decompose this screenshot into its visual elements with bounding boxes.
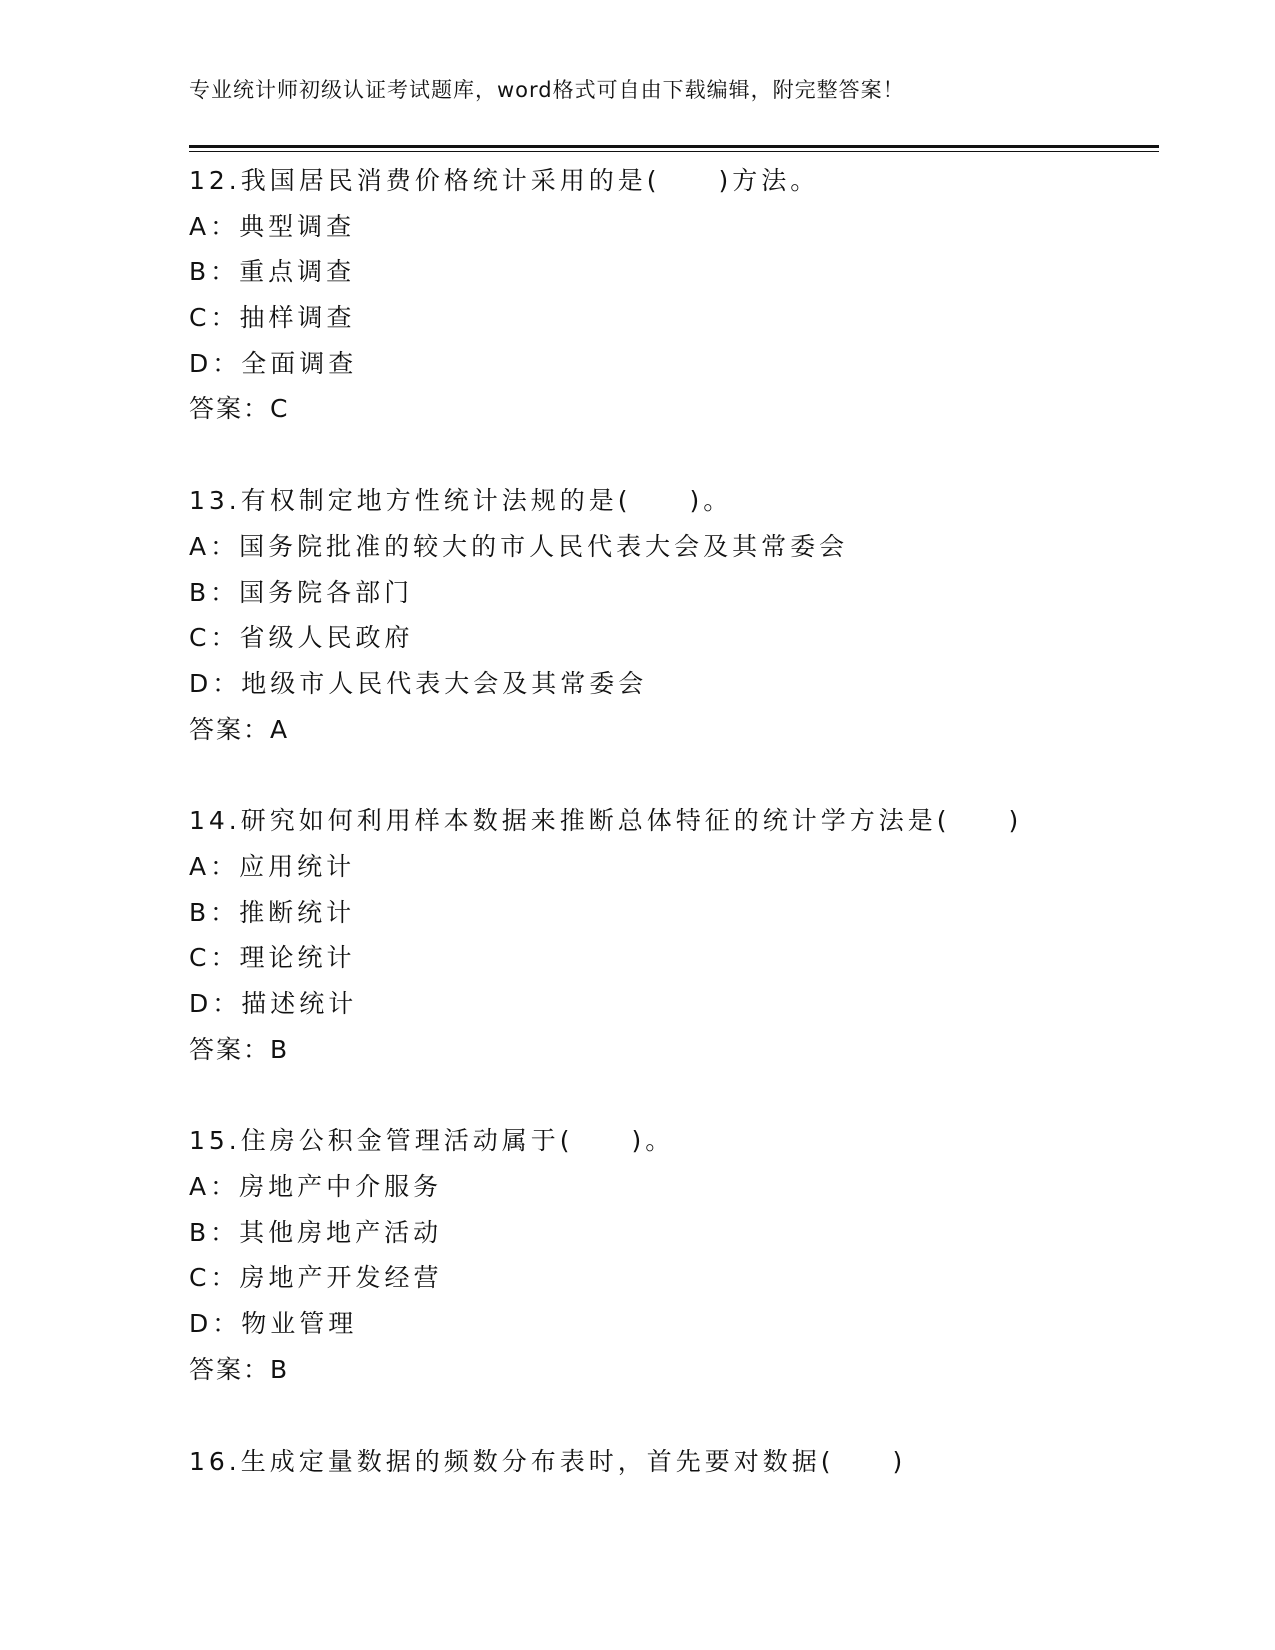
- header-rule-thin: [189, 151, 1159, 152]
- option-label: A：: [189, 531, 240, 561]
- option-text: 地级市人民代表大会及其常委会: [241, 668, 648, 698]
- option-c: [189, 935, 1149, 981]
- option-label: B：: [189, 1217, 240, 1247]
- option-b: [189, 570, 1149, 616]
- option-c: [189, 615, 1149, 661]
- option-label: B：: [189, 897, 240, 927]
- option-c: [189, 295, 1149, 341]
- answer: 答案：A: [189, 714, 290, 744]
- answer: 答案：C: [189, 394, 290, 424]
- question-15: [189, 1118, 1149, 1392]
- option-text: 房地产开发经营: [239, 1263, 443, 1293]
- option-text: 国务院各部门: [239, 577, 414, 607]
- option-d: [189, 341, 1149, 387]
- option-b: [189, 890, 1149, 936]
- question-stem: 12.我国居民消费价格统计采用的是( )方法。: [189, 166, 820, 195]
- question-12: [189, 158, 1149, 432]
- option-text: 全面调查: [241, 348, 358, 378]
- question-stem: 15.住房公积金管理活动属于( )。: [189, 1126, 675, 1156]
- question-stem: 13.有权制定地方性统计法规的是( )。: [189, 486, 733, 516]
- option-d: [189, 981, 1149, 1027]
- option-c: [189, 1255, 1149, 1301]
- option-text: 抽样调查: [239, 303, 356, 333]
- option-a: [189, 524, 1149, 570]
- answer: 答案：B: [189, 1354, 290, 1384]
- option-text: 物业管理: [241, 1309, 358, 1339]
- question-13: [189, 478, 1149, 752]
- question-14: [189, 798, 1149, 1072]
- option-label: D：: [189, 348, 242, 378]
- option-label: C：: [189, 303, 240, 333]
- option-label: A：: [189, 1172, 240, 1202]
- question-stem: 16.生成定量数据的频数分布表时，首先要对数据( ): [189, 1446, 907, 1476]
- option-text: 应用统计: [239, 851, 356, 881]
- option-text: 理论统计: [239, 943, 356, 973]
- option-text: 重点调查: [239, 257, 356, 287]
- question-16: [189, 1439, 1149, 1485]
- option-a: [189, 844, 1149, 890]
- option-d: [189, 661, 1149, 707]
- option-a: [189, 1164, 1149, 1210]
- option-b: [189, 249, 1149, 295]
- option-text: 典型调查: [239, 211, 356, 241]
- option-a: [189, 204, 1149, 250]
- answer: 答案：B: [189, 1034, 290, 1064]
- option-b: [189, 1210, 1149, 1256]
- option-text: 国务院批准的较大的市人民代表大会及其常委会: [239, 531, 849, 561]
- option-label: C：: [189, 623, 240, 653]
- question-stem: 14.研究如何利用样本数据来推断总体特征的统计学方法是( ): [189, 806, 1023, 836]
- option-label: A：: [189, 851, 240, 881]
- option-label: C：: [189, 943, 240, 973]
- option-text: 省级人民政府: [239, 623, 414, 653]
- option-label: B：: [189, 577, 240, 607]
- option-label: D：: [189, 1309, 242, 1339]
- header-rule-thick: [189, 145, 1159, 148]
- option-text: 房地产中介服务: [239, 1172, 443, 1202]
- option-d: [189, 1301, 1149, 1347]
- option-label: B：: [189, 257, 240, 287]
- option-label: C：: [189, 1263, 240, 1293]
- option-text: 推断统计: [239, 897, 356, 927]
- option-label: D：: [189, 668, 242, 698]
- option-text: 描述统计: [241, 989, 358, 1018]
- question-list: [189, 158, 1149, 1530]
- page-header: 专业统计师初级认证考试题库，word格式可自由下载编辑，附完整答案！: [189, 78, 905, 102]
- option-label: A：: [189, 211, 240, 241]
- option-text: 其他房地产活动: [239, 1217, 443, 1247]
- option-label: D：: [189, 989, 242, 1018]
